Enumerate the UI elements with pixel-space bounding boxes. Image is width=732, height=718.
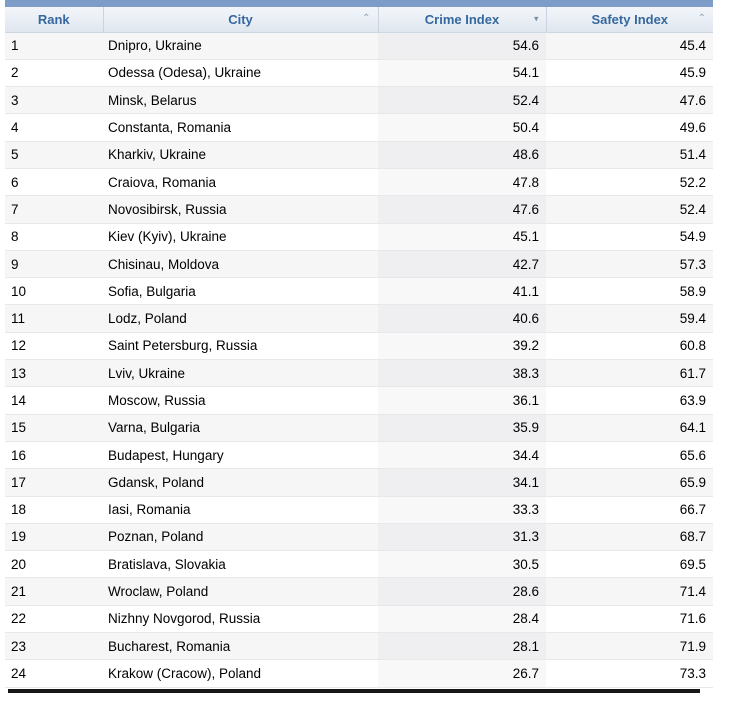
cell-rank: 17	[5, 469, 103, 496]
table-row	[5, 114, 713, 141]
cell-rank: 10	[5, 278, 103, 305]
cell-rank: 1	[5, 32, 103, 59]
cell-rank: 12	[5, 332, 103, 359]
cell-rank: 11	[5, 305, 103, 332]
cell-safety: 69.5	[546, 551, 713, 578]
cell-safety: 60.8	[546, 332, 713, 359]
cell-safety: 71.9	[546, 633, 713, 660]
cell-crime: 28.1	[378, 633, 546, 660]
column-header-crime-index[interactable]	[378, 7, 546, 32]
cell-city: Varna, Bulgaria	[103, 414, 378, 441]
crime-safety-index-table	[5, 7, 713, 688]
cell-safety: 49.6	[546, 114, 713, 141]
table-row	[5, 87, 713, 114]
cell-safety: 61.7	[546, 360, 713, 387]
cell-safety: 63.9	[546, 387, 713, 414]
table-row	[5, 360, 713, 387]
cell-safety: 47.6	[546, 87, 713, 114]
cell-city: Budapest, Hungary	[103, 441, 378, 468]
table-row	[5, 305, 713, 332]
cell-city: Dnipro, Ukraine	[103, 32, 378, 59]
table-row	[5, 59, 713, 86]
table-row	[5, 441, 713, 468]
sort-ascending-icon: ⌃	[362, 13, 371, 25]
cell-city: Sofia, Bulgaria	[103, 278, 378, 305]
cell-crime: 34.1	[378, 469, 546, 496]
cell-crime: 42.7	[378, 250, 546, 277]
table-top-accent-bar	[5, 0, 713, 7]
cell-crime: 54.6	[378, 32, 546, 59]
column-header-city-label: City	[228, 11, 253, 27]
table-row	[5, 605, 713, 632]
cell-city: Novosibirsk, Russia	[103, 196, 378, 223]
cell-city: Lviv, Ukraine	[103, 360, 378, 387]
sort-ascending-icon: ⌃	[697, 13, 706, 25]
cell-crime: 52.4	[378, 87, 546, 114]
cell-crime: 54.1	[378, 59, 546, 86]
column-header-rank[interactable]	[5, 7, 103, 32]
table-row	[5, 32, 713, 59]
cell-city: Craiova, Romania	[103, 168, 378, 195]
cell-rank: 21	[5, 578, 103, 605]
cell-city: Gdansk, Poland	[103, 469, 378, 496]
cell-crime: 33.3	[378, 496, 546, 523]
cell-crime: 50.4	[378, 114, 546, 141]
table-row	[5, 496, 713, 523]
cell-city: Kharkiv, Ukraine	[103, 141, 378, 168]
cell-city: Minsk, Belarus	[103, 87, 378, 114]
cell-crime: 40.6	[378, 305, 546, 332]
cell-safety: 65.9	[546, 469, 713, 496]
cell-city: Moscow, Russia	[103, 387, 378, 414]
cell-rank: 2	[5, 59, 103, 86]
header-row	[5, 7, 713, 32]
cell-safety: 54.9	[546, 223, 713, 250]
cell-rank: 8	[5, 223, 103, 250]
cell-rank: 4	[5, 114, 103, 141]
cell-crime: 31.3	[378, 523, 546, 550]
cell-rank: 19	[5, 523, 103, 550]
cell-city: Poznan, Poland	[103, 523, 378, 550]
table-row	[5, 469, 713, 496]
table-row	[5, 523, 713, 550]
cell-rank: 14	[5, 387, 103, 414]
cell-safety: 57.3	[546, 250, 713, 277]
table-row	[5, 250, 713, 277]
cell-crime: 36.1	[378, 387, 546, 414]
cell-safety: 71.4	[546, 578, 713, 605]
cell-crime: 47.8	[378, 168, 546, 195]
cell-city: Saint Petersburg, Russia	[103, 332, 378, 359]
cell-crime: 30.5	[378, 551, 546, 578]
cell-rank: 15	[5, 414, 103, 441]
cell-city: Wroclaw, Poland	[103, 578, 378, 605]
cell-rank: 20	[5, 551, 103, 578]
cell-city: Nizhny Novgorod, Russia	[103, 605, 378, 632]
column-header-crime-index-label: Crime Index	[424, 11, 500, 27]
cell-rank: 18	[5, 496, 103, 523]
table-row	[5, 387, 713, 414]
cell-rank: 24	[5, 660, 103, 687]
cell-city: Lodz, Poland	[103, 305, 378, 332]
cell-safety: 51.4	[546, 141, 713, 168]
cell-safety: 45.4	[546, 32, 713, 59]
table-row	[5, 578, 713, 605]
sort-descending-icon: ▾	[533, 13, 539, 24]
cell-safety: 65.6	[546, 441, 713, 468]
column-header-safety-index-label: Safety Index	[591, 11, 669, 27]
table-row	[5, 168, 713, 195]
table-row	[5, 551, 713, 578]
cell-crime: 45.1	[378, 223, 546, 250]
cell-crime: 47.6	[378, 196, 546, 223]
cell-safety: 59.4	[546, 305, 713, 332]
cell-rank: 3	[5, 87, 103, 114]
cell-rank: 22	[5, 605, 103, 632]
cell-safety: 71.6	[546, 605, 713, 632]
cell-crime: 48.6	[378, 141, 546, 168]
cell-safety: 68.7	[546, 523, 713, 550]
cell-safety: 66.7	[546, 496, 713, 523]
cell-city: Bucharest, Romania	[103, 633, 378, 660]
table-row	[5, 332, 713, 359]
table-row	[5, 223, 713, 250]
cell-rank: 7	[5, 196, 103, 223]
cell-crime: 35.9	[378, 414, 546, 441]
cell-safety: 52.4	[546, 196, 713, 223]
cell-crime: 28.4	[378, 605, 546, 632]
cell-rank: 5	[5, 141, 103, 168]
cell-city: Bratislava, Slovakia	[103, 551, 378, 578]
cell-crime: 28.6	[378, 578, 546, 605]
cell-safety: 52.2	[546, 168, 713, 195]
cell-crime: 41.1	[378, 278, 546, 305]
cell-rank: 16	[5, 441, 103, 468]
column-header-safety-index[interactable]	[546, 7, 713, 32]
cell-city: Kiev (Kyiv), Ukraine	[103, 223, 378, 250]
cell-rank: 9	[5, 250, 103, 277]
cell-city: Constanta, Romania	[103, 114, 378, 141]
table-row	[5, 660, 713, 687]
table-row	[5, 196, 713, 223]
column-header-city[interactable]	[103, 7, 378, 32]
cell-safety: 45.9	[546, 59, 713, 86]
cell-safety: 73.3	[546, 660, 713, 687]
cell-city: Krakow (Cracow), Poland	[103, 660, 378, 687]
cell-crime: 38.3	[378, 360, 546, 387]
cell-rank: 13	[5, 360, 103, 387]
table-row	[5, 141, 713, 168]
table-row	[5, 278, 713, 305]
table-row	[5, 633, 713, 660]
bottom-border-bar	[8, 689, 700, 693]
cell-crime: 39.2	[378, 332, 546, 359]
cell-safety: 58.9	[546, 278, 713, 305]
table-row	[5, 414, 713, 441]
city-index-table-container	[5, 0, 713, 693]
cell-city: Chisinau, Moldova	[103, 250, 378, 277]
column-header-rank-label: Rank	[37, 11, 70, 27]
cell-rank: 23	[5, 633, 103, 660]
cell-crime: 26.7	[378, 660, 546, 687]
cell-city: Odessa (Odesa), Ukraine	[103, 59, 378, 86]
cell-rank: 6	[5, 168, 103, 195]
cell-city: Iasi, Romania	[103, 496, 378, 523]
cell-crime: 34.4	[378, 441, 546, 468]
cell-safety: 64.1	[546, 414, 713, 441]
